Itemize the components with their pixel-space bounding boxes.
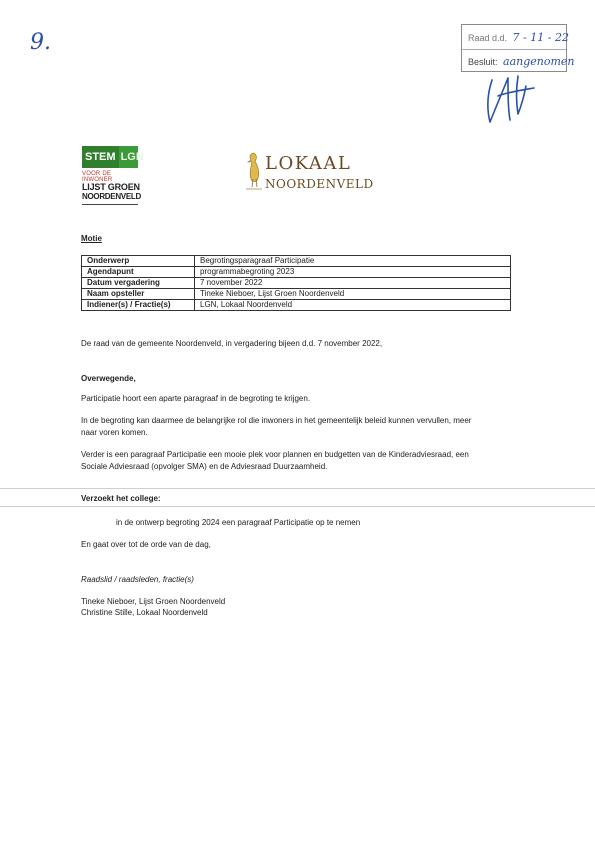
table-label: Naam opsteller — [82, 289, 195, 300]
stamp-raad-label: Raad d.d. — [468, 33, 508, 43]
table-label: Onderwerp — [82, 256, 195, 267]
table-value: 7 november 2022 — [195, 278, 511, 289]
stamp-besluit-value: aangenomen — [503, 55, 575, 68]
table-label: Agendapunt — [82, 267, 195, 278]
verzoek-item: in de ontwerp begroting 2024 een paragraaf Participatie op te nemen — [116, 518, 361, 527]
paragraph-1: Participatie hoort een aparte paragraaf in de begroting te krijgen. — [81, 394, 311, 403]
bird-logo-icon — [243, 149, 265, 191]
table-label: Datum vergadering — [82, 278, 195, 289]
table-row — [82, 267, 511, 278]
table-label: Indiener(s) / Fractie(s) — [82, 300, 195, 311]
stamp-besluit-label: Besluit: — [468, 57, 498, 67]
table-row — [82, 256, 511, 267]
badge-lgn-text: LGN — [120, 151, 144, 163]
table-row — [82, 278, 511, 289]
table-value: programmabegroting 2023 — [195, 267, 511, 278]
motie-heading: Motie — [81, 234, 102, 243]
badge-stem-text: STEM — [82, 146, 119, 168]
lokaal-logo-line1: LOKAAL — [265, 153, 352, 174]
section-divider-top — [0, 488, 595, 489]
table-value: Begrotingsparagraaf Participatie — [195, 256, 511, 267]
section-divider-bottom — [0, 506, 595, 507]
logo-subline: VOOR DE INWONER — [82, 171, 113, 183]
table-value: LGN, Lokaal Noordenveld — [195, 300, 511, 311]
signers-heading: Raadslid / raadsleden, fractie(s) — [81, 575, 194, 584]
overwegende-heading: Overwegende, — [81, 374, 136, 383]
signer-1: Tineke Nieboer, Lijst Groen Noordenveld — [81, 597, 226, 606]
paragraph-2-line-1: In de begroting kan daarmee de belangrijke rol die inwoners in het gemeentelijk beleid kunnen vervullen, meer — [81, 416, 472, 425]
stamp-besluit-row — [468, 55, 575, 68]
stamp-divider — [462, 49, 566, 50]
handwritten-page-number: 9. — [30, 30, 51, 55]
table-value: Tineke Nieboer, Lijst Groen Noordenveld — [195, 289, 511, 300]
lokaal-logo-line2: NOORDENVELD — [265, 177, 374, 191]
paragraph-2-line-2: naar voren komen. — [81, 428, 148, 437]
logo-line-lijst-groen: LIJST GROEN — [82, 182, 140, 192]
stamp-raad-date: 7 - 11 - 22 — [512, 31, 569, 44]
motion-info-table — [81, 255, 511, 311]
signer-2: Christine Stille, Lokaal Noordenveld — [81, 608, 208, 617]
stamp-raad-row — [468, 31, 569, 44]
council-decision-stamp — [461, 24, 575, 72]
verzoekt-heading: Verzoekt het college: — [81, 494, 161, 503]
logo-line-noordenveld: NOORDENVELD — [82, 192, 141, 201]
handwritten-signature — [478, 72, 538, 126]
logo-rule — [82, 204, 138, 205]
stem-lgn-logo — [82, 146, 144, 204]
stem-lgn-badge — [82, 146, 144, 168]
table-row — [82, 289, 511, 300]
table-row — [82, 300, 511, 311]
intro-text: De raad van de gemeente Noordenveld, in vergadering bijeen d.d. 7 november 2022, — [81, 339, 383, 348]
paragraph-3-line-2: Sociale Adviesraad (opvolger SMA) en de Adviesraad Duurzaamheid. — [81, 462, 328, 471]
paragraph-3-line-1: Verder is een paragraaf Participatie een mooie plek voor plannen en budgetten van de Kinderadviesraad, een — [81, 450, 469, 459]
closing-text: En gaat over tot de orde van de dag, — [81, 540, 211, 549]
